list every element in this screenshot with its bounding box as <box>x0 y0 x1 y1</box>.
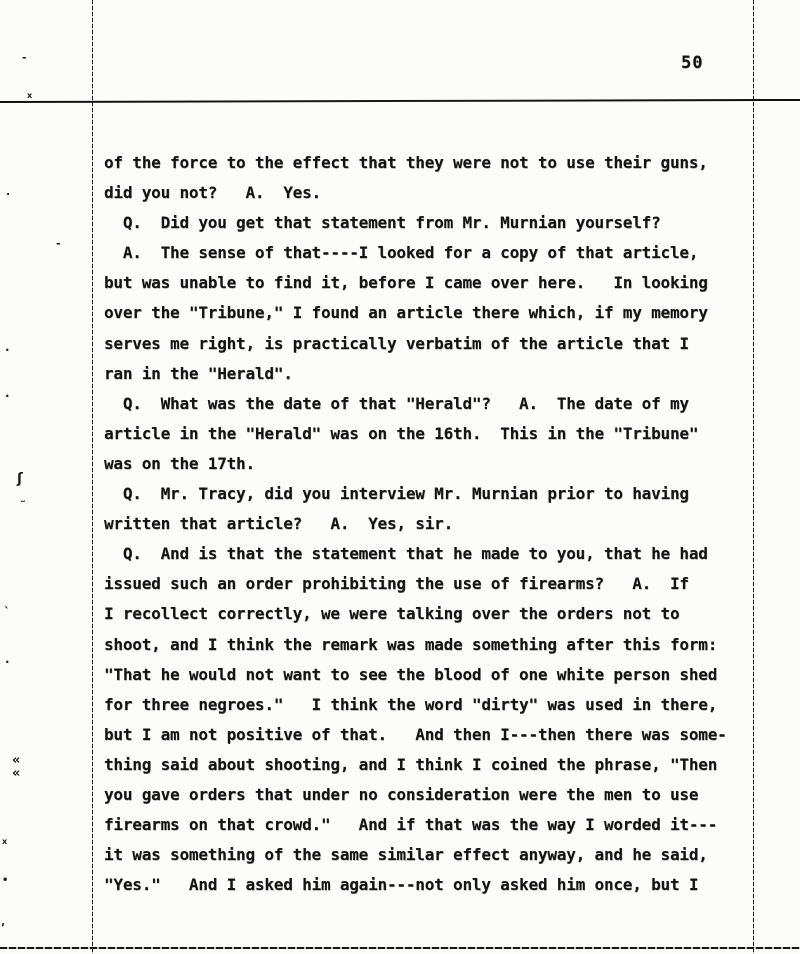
transcript-line: but was unable to find it, before I came over here. In looking <box>104 273 708 293</box>
transcript-line: ran in the "Herald". <box>104 363 293 383</box>
transcript-line: Q. What was the date of that "Herald"? A. The date of my <box>104 393 689 413</box>
margin-mark: ʼ <box>1 921 6 934</box>
margin-mark: ˜ <box>20 499 26 513</box>
left-rule-line <box>92 0 93 954</box>
transcript-line: shoot, and I think the remark was made something after this form: <box>104 634 718 654</box>
transcript-line: Q. Did you get that statement from Mr. Murnian yourself? <box>104 213 661 233</box>
transcript-line: A. The sense of that----I looked for a copy of that article, <box>104 243 699 263</box>
margin-mark: - <box>56 237 61 250</box>
transcript-line: over the "Tribune," I found an article there which, if my memory <box>104 303 708 323</box>
transcript-line: of the force to the effect that they were not to use their guns, <box>104 153 708 172</box>
right-rule-line <box>753 0 754 954</box>
transcript-line: I recollect correctly, we were talking over the orders not to <box>104 604 680 624</box>
margin-mark: · <box>5 655 10 669</box>
top-rule-line <box>0 99 800 103</box>
transcript-line: but I am not positive of that. And then I---then there was some- <box>104 724 727 744</box>
margin-mark: ` <box>4 605 10 619</box>
transcript-line: thing said about shooting, and I think I coined the phrase, "Then <box>104 754 718 774</box>
margin-mark: - <box>22 51 27 64</box>
transcript-line: did you not? A. Yes. <box>104 183 321 203</box>
transcript-line: issued such an order prohibiting the use of firearms? A. If <box>104 574 689 594</box>
margin-mark: · <box>5 343 10 357</box>
margin-mark: x <box>27 91 33 100</box>
margin-mark: « <box>12 766 21 781</box>
margin-mark: x <box>2 837 8 846</box>
margin-mark: « <box>12 753 21 768</box>
margin-mark: ʃ <box>17 471 23 487</box>
transcript-line: was on the 17th. <box>104 453 255 473</box>
transcript <box>104 148 750 900</box>
transcript-line: it was something of the same similar effect anyway, and he said, <box>104 845 708 865</box>
transcript-line: serves me right, is practically verbatim of the article that I <box>104 333 689 353</box>
transcript-line: "Yes." And I asked him again---not only asked him once, but I <box>104 875 699 895</box>
margin-mark: · <box>5 389 10 403</box>
transcript-line: article in the "Herald" was on the 16th. This in the "Tribune" <box>104 423 699 443</box>
margin-mark: • <box>2 875 9 886</box>
transcript-line: Q. And is that the statement that he made to you, that he had <box>104 544 708 564</box>
margin-mark: . <box>6 185 11 198</box>
bottom-rule-line <box>0 947 800 949</box>
transcript-line: you gave orders that under no consideration were the men to use <box>104 784 699 804</box>
transcript-line: written that article? A. Yes, sir. <box>104 514 454 534</box>
transcript-line: "That he would not want to see the blood of one white person shed <box>104 664 718 684</box>
transcript-line: firearms on that crowd." And if that was the way I worded it--- <box>104 815 718 835</box>
transcript-line: for three negroes." I think the word "dirty" was used in there, <box>104 694 718 714</box>
page-number: 50 <box>681 53 704 73</box>
transcript-line: Q. Mr. Tracy, did you interview Mr. Murnian prior to having <box>104 484 689 504</box>
